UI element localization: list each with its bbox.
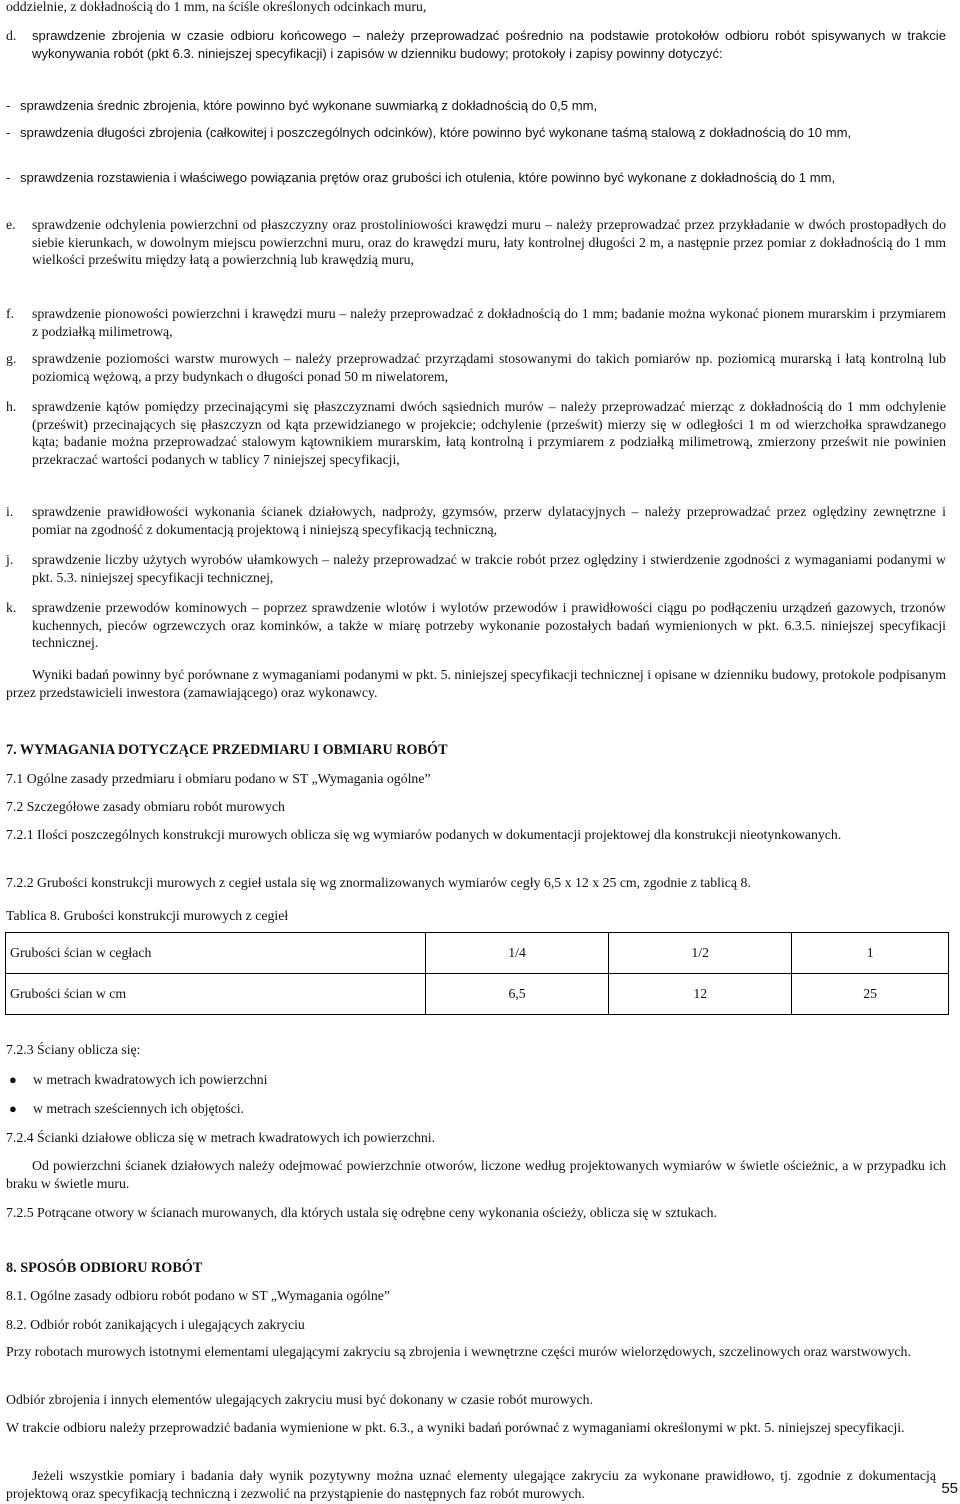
- list-marker: g.: [6, 351, 17, 366]
- table-row: [6, 974, 949, 1015]
- list-marker: f.: [6, 306, 15, 321]
- list-marker: i.: [6, 504, 14, 519]
- paragraph-7-2-2: 7.2.2 Grubości konstrukcji murowych z cegieł ustala się wg znormalizowanych wymiarów cegły 6,5 x 12 x 25 cm, zgodnie z tablicą 8.: [6, 875, 751, 890]
- paragraph-8-1: 8.1. Ogólne zasady odbioru robót podano w ST „Wymagania ogólne”: [6, 1288, 390, 1303]
- paragraph-7-2-4: 7.2.4 Ścianki działowe oblicza się w metrach kwadratowych ich powierzchni.: [6, 1130, 436, 1145]
- list-item-f: [6, 305, 946, 340]
- list-item-text: sprawdzenie poziomości warstw murowych – należy przeprowadzać przyrządami stosowanymi do takich pomiarów np. poziomicą murarską i łatą kontrolną lub poziomicą wężową, a przy budynkach o długości ponad 50 m niwelatorem,: [32, 351, 946, 384]
- paragraph-7-2-3: 7.2.3 Ściany oblicza się:: [6, 1042, 141, 1057]
- dash-marker: -: [6, 98, 11, 113]
- dash-marker: -: [6, 170, 11, 185]
- table-caption: Tablica 8. Grubości konstrukcji murowych z cegieł: [6, 908, 289, 923]
- page-number: 55: [941, 1480, 958, 1497]
- table-cell: 12: [609, 974, 792, 1015]
- table-cell: 1/2: [609, 933, 792, 974]
- list-item-i: [6, 503, 946, 538]
- list-item-text: sprawdzenie liczby użytych wyrobów ułamkowych – należy przeprowadzać w trakcie robót przez oględziny i stwierdzenie zgodności z wymaganiami podanymi w pkt. 5.3. niniejszej specyfikacji technicznej,: [32, 552, 946, 585]
- list-item-g: [6, 350, 946, 385]
- list-item-text: sprawdzenie prawidłowości wykonania ścianek działowych, nadproży, gzymsów, przerw dylatacyjnych – należy przeprowadzać przez oględziny zewnętrzne i pomiar na zgodność z dokumentacją projektową i niniejszą specyfikacją techniczną,: [32, 504, 946, 537]
- paragraph-8-2-c: W trakcie odbioru należy przeprowadzić badania wymienione w pkt. 6.3., a wyniki badań porównać z wymaganiami określonymi w pkt. 5. niniejszej specyfikacji.: [6, 1420, 905, 1435]
- dash-item-1: [6, 97, 946, 115]
- section-7-heading: 7. WYMAGANIA DOTYCZĄCE PRZEDMIARU I OBMIARU ROBÓT: [6, 742, 448, 758]
- list-item-text: sprawdzenie przewodów kominowych – poprzez sprawdzenie wlotów i wylotów przewodów i prawidłowości ciągu po podłączeniu urządzeń gazowych, trzonów kuchennych, pieców ogrzewczych oraz kominków, a także w miarę potrzeby wykonanie pozostałych badań wymienionych w pkt. 6.3.5. niniejszej specyfikacji technicznej.: [32, 600, 946, 651]
- paragraph-7-2-1: 7.2.1 Ilości poszczególnych konstrukcji murowych oblicza się wg wymiarów podanych w dokumentacji projektowej dla konstrukcji nieotynkowanych.: [6, 827, 842, 842]
- paragraph-7-2-4-b: Od powierzchni ścianek działowych należy odejmować powierzchnie otworów, liczone według projektowanych wymiarów w świetle ościeżnic, a w przypadku ich braku w świetle muru.: [6, 1158, 946, 1191]
- table-cell: 1: [792, 933, 949, 974]
- table-cell: 25: [792, 974, 949, 1015]
- list-item-text: sprawdzenie pionowości powierzchni i krawędzi muru – należy przeprowadzać z dokładnością do 1 mm; badanie można wykonać pionem murarskim i przymiarem z podziałką milimetrową,: [32, 306, 946, 339]
- list-item-j: [6, 551, 946, 586]
- list-item-h: [6, 398, 946, 468]
- brick-thickness-table: [5, 932, 949, 1015]
- paragraph-8-2-d: Jeżeli wszystkie pomiary i badania dały wynik pozytywny można uznać elementy ulegające zakryciu za wykonane prawidłowo, tj. zgodnie z dokumentacją projektową oraz specyfikacją techniczną i zezwolić na przystąpienie do następnych faz robót murowych.: [6, 1468, 936, 1501]
- dash-item-text: sprawdzenia średnic zbrojenia, które powinno być wykonane suwmiarką z dokładnością do 0,5 mm,: [20, 98, 598, 113]
- list-marker: j.: [6, 552, 14, 567]
- list-marker: e.: [6, 217, 16, 232]
- table-row-label: Grubości ścian w cm: [6, 974, 426, 1015]
- list-item-text: sprawdzenie zbrojenia w czasie odbioru końcowego – należy przeprowadzać pośrednio na podstawie protokołów odbioru robót spisywanych w trakcie wykonywania robót (pkt 6.3. niniejszej specyfikacji) i zapisów w dzienniku budowy; protokoły i zapisy powinny dotyczyć:: [32, 28, 946, 61]
- list-item-d: [6, 27, 946, 62]
- table-row-label: Grubości ścian w cegłach: [6, 933, 426, 974]
- list-item-text: sprawdzenie kątów pomiędzy przecinającymi się płaszczyznami dwóch sąsiednich murów – należy przeprowadzać mierząc z dokładnością do 1 mm odchylenie (prześwit) przecinających się płaszczyzn od kąta przewidzianego w projekcie; odchylenie (prześwit) mierzy się w odległości 1 m od wierzchołka sprawdzanego kąta; badanie można przeprowadzać stalowym kątownikiem murarskim, łatą kontrolną i przymiarem z podziałką milimetrową, zmierzony prześwit nie powinien przekraczać wartości podanych w tablicy 7 niniejszej specyfikacji,: [32, 399, 946, 467]
- dash-item-2: [6, 124, 946, 142]
- table-cell: 1/4: [426, 933, 609, 974]
- top-line: oddzielnie, z dokładnością do 1 mm, na ściśle określonych odcinkach muru,: [6, 0, 427, 14]
- list-marker: k.: [6, 600, 17, 615]
- list-marker: d.: [6, 28, 17, 43]
- paragraph-8-2-b: Odbiór zbrojenia i innych elementów ulegających zakryciu musi być dokonany w czasie robót murowych.: [6, 1392, 593, 1407]
- list-item-text: sprawdzenie odchylenia powierzchni od płaszczyzny oraz prostoliniowości krawędzi muru – należy przeprowadzać przez przykładanie w dwóch prostopadłych do siebie kierunkach, w dowolnym miejscu powierzchni muru, oraz do krawędzi muru, łaty kontrolnej długości 2 m, a następnie przez pomiar z dokładnością do 1 mm wielkości prześwitu między łatą a powierzchnią lub krawędzią muru,: [32, 217, 946, 268]
- bullet-item: w metrach kwadratowych ich powierzchni: [33, 1072, 268, 1087]
- dash-item-text: sprawdzenia długości zbrojenia (całkowitej i poszczególnych odcinków), które powinno być wykonane taśmą stalową z dokładnością do 10 mm,: [20, 125, 852, 140]
- bullet-item: w metrach sześciennych ich objętości.: [33, 1101, 245, 1116]
- dash-item-3: [6, 169, 946, 187]
- dash-item-text: sprawdzenia rozstawienia i właściwego powiązania prętów oraz grubości ich otulenia, które powinno być wykonane z dokładnością do 1 mm,: [20, 170, 836, 185]
- list-item-e: [6, 216, 946, 269]
- paragraph-7-2: 7.2 Szczegółowe zasady obmiaru robót murowych: [6, 799, 285, 814]
- paragraph-7-1: 7.1 Ogólne zasady przedmiaru i obmiaru podano w ST „Wymagania ogólne”: [6, 771, 431, 786]
- list-marker: h.: [6, 399, 17, 414]
- table-cell: 6,5: [426, 974, 609, 1015]
- paragraph-8-2: 8.2. Odbiór robót zanikających i ulegających zakryciu: [6, 1317, 305, 1332]
- section-8-heading: 8. SPOSÓB ODBIORU ROBÓT: [6, 1260, 203, 1276]
- list-item-k: [6, 599, 946, 652]
- bullet-icon: ●: [9, 1072, 17, 1087]
- bullet-icon: ●: [9, 1101, 17, 1116]
- results-paragraph: Wyniki badań powinny być porównane z wymaganiami podanymi w pkt. 5. niniejszej specyfikacji technicznej i opisane w dzienniku budowy, protokole podpisanym przez przedstawicieli inwestora (zamawiającego) oraz wykonawcy.: [6, 667, 946, 700]
- table-row: [6, 933, 949, 974]
- dash-marker: -: [6, 125, 11, 140]
- paragraph-8-2-a: Przy robotach murowych istotnymi elementami ulegającymi zakryciu są zbrojenia i wewnętrzne części murów wielorzędowych, szczelinowych oraz warstwowych.: [6, 1344, 911, 1359]
- paragraph-7-2-5: 7.2.5 Potrącane otwory w ścianach murowanych, dla których ustala się odrębne ceny wykonania ościeży, oblicza się w sztukach.: [6, 1205, 717, 1220]
